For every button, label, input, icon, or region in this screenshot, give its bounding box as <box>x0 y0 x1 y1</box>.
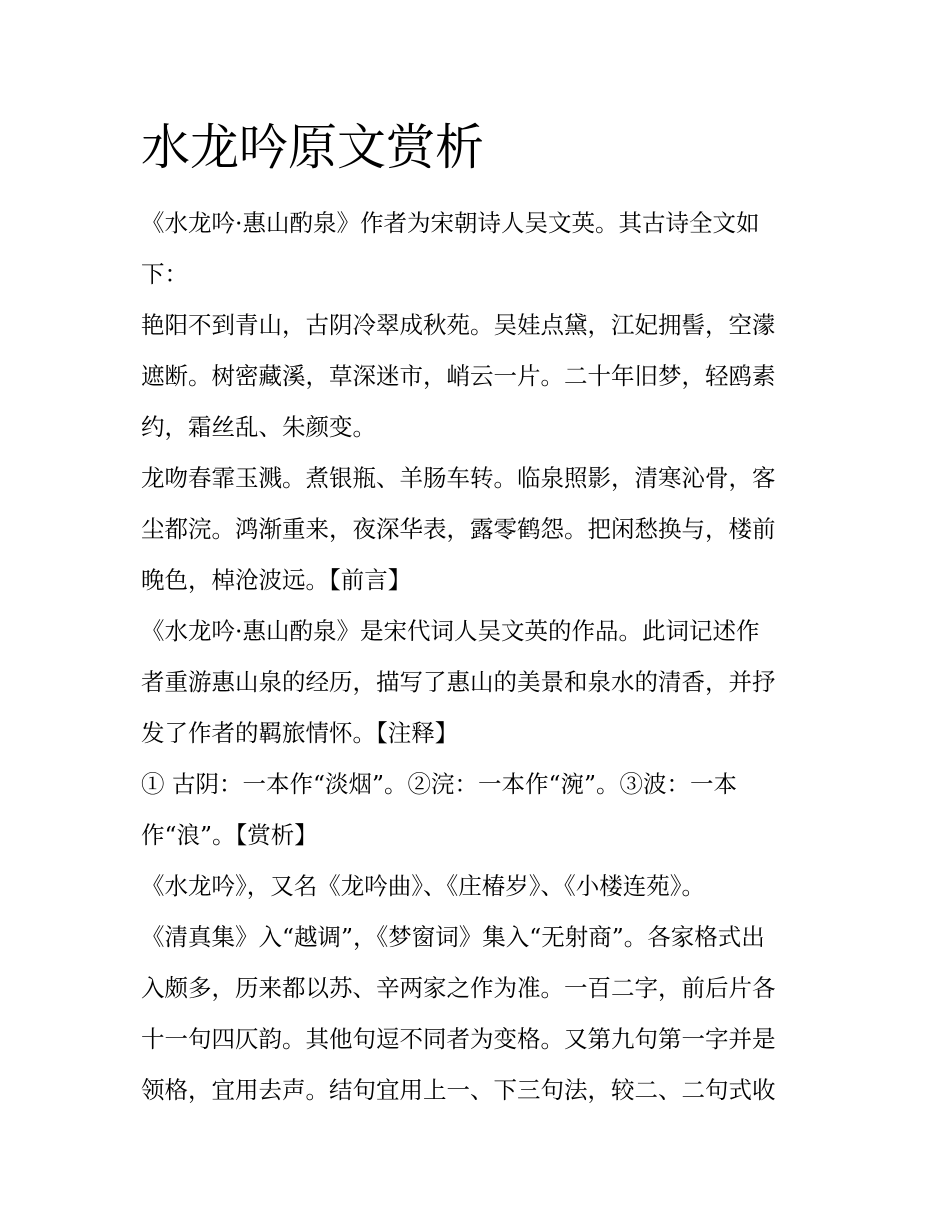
text-line: 十一句四仄韵。其他句逗不同者为变格。又第九句第一字并是 <box>141 1025 776 1053</box>
text-line: 《水龙吟·惠山酌泉》作者为宋朝诗人吴文英。其古诗全文如 <box>141 209 760 237</box>
text-line: 入颇多，历来都以苏、辛两家之作为准。一百二字，前后片各 <box>141 974 776 1002</box>
text-line: 《水龙吟·惠山酌泉》是宋代词人吴文英的作品。此词记述作 <box>141 617 760 645</box>
text-line: 晚色，棹沧波远。【前言】 <box>141 566 412 594</box>
text-line: 约，霜丝乱、朱颜变。 <box>141 413 376 441</box>
text-line: 龙吻春霏玉溅。煮银瓶、羊肠车转。临泉照影，清寒沁骨，客 <box>141 464 776 492</box>
text-line: 尘都浣。鸿渐重来，夜深华表，露零鹤怨。把闲愁换与，楼前 <box>141 515 776 543</box>
text-line: 《清真集》入“越调”，《梦窗词》集入“无射商”。各家格式出 <box>141 923 765 951</box>
text-line: 发了作者的羁旅情怀。【注释】 <box>141 719 459 747</box>
page-title: 水龙吟原文赏析 <box>141 119 485 176</box>
text-line: 遮断。树密藏溪，草深迷市，峭云一片。二十年旧梦，轻鸥素 <box>141 362 776 390</box>
text-line: 领格，宜用去声。结句宜用上一、下三句法，较二、二句式收 <box>141 1076 776 1104</box>
text-line: 者重游惠山泉的经历，描写了惠山的美景和泉水的清香，并抒 <box>141 668 776 696</box>
document-body <box>141 198 821 1116</box>
text-line: 艳阳不到青山，古阴冷翠成秋苑。吴娃点黛，江妃拥髻，空濛 <box>141 311 776 339</box>
text-line: 《水龙吟》，又名《龙吟曲》、《庄椿岁》、《小楼连苑》。 <box>141 872 705 900</box>
text-line: ① 古阴：一本作“淡烟”。②浣：一本作“涴”。③波：一本 <box>141 770 738 798</box>
text-line: 下： <box>141 260 188 288</box>
text-line: 作“浪”。【赏析】 <box>141 821 318 849</box>
